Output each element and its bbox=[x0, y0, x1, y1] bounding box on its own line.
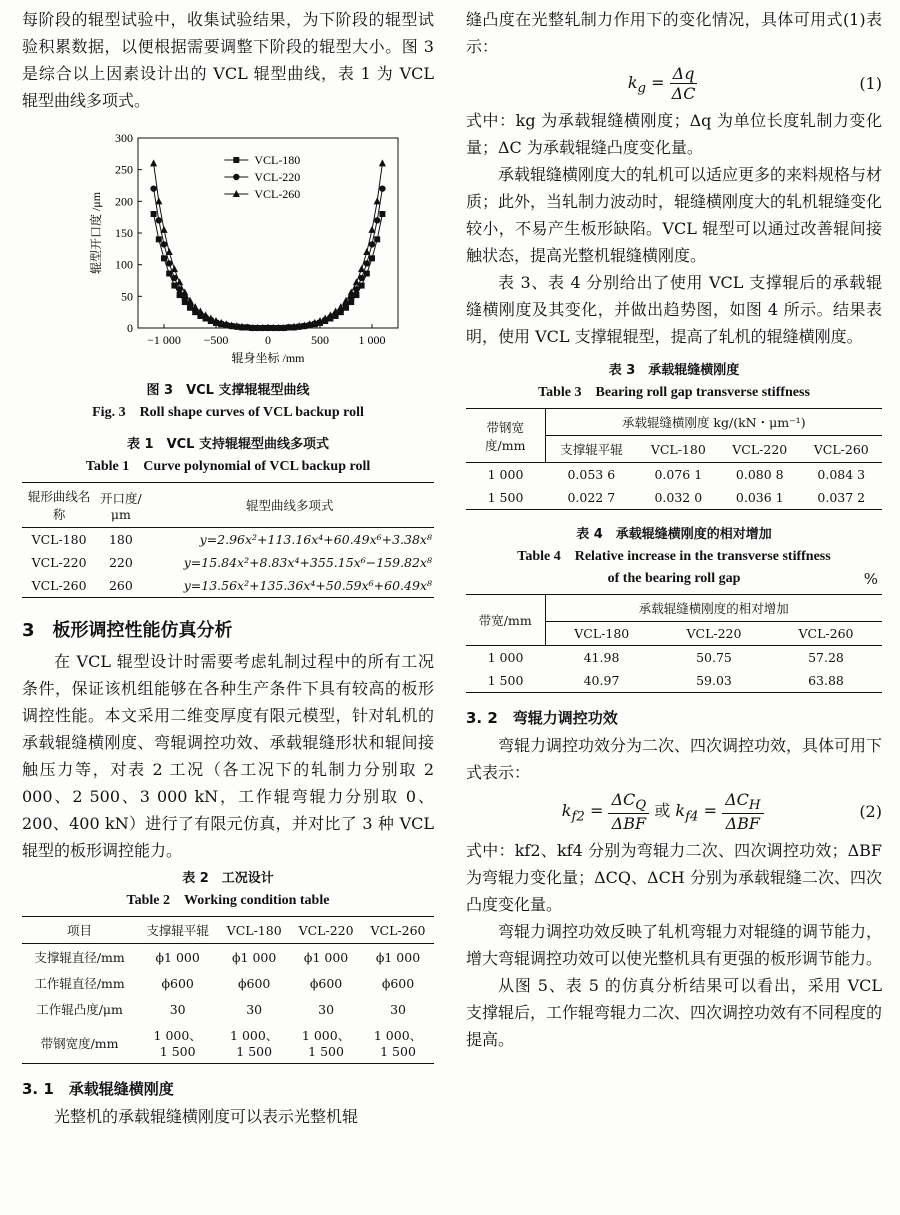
table-cell: 41.98 bbox=[583, 650, 620, 665]
x-tick-label: 0 bbox=[265, 333, 271, 347]
data-point bbox=[161, 241, 167, 247]
section-3-paragraph: 在 VCL 辊型设计时需要考虑轧制过程中的所有工况条件，保证该机组能够在各种生产条件下具有较高的板形调控性能。本文采用二维变厚度有限元模型，针对轧机的承载辊缝横刚度、弯辊调控功效、承载辊缝形状和辊间接触压力等，对表 2 工况（各工况下的轧制力分别取 2 000、2 500、3 000 kN，工作辊弯辊力分别取 0、200、400 kN）进行了有限元仿真，并对比了 3 种 VCL 辊型的板形调控能力。 bbox=[22, 652, 434, 860]
table-cell: 30 bbox=[318, 1001, 335, 1017]
table4-unit: % bbox=[863, 570, 878, 588]
data-point bbox=[156, 217, 162, 223]
left-column bbox=[22, 6, 434, 1130]
y-tick-label: 150 bbox=[115, 226, 133, 240]
table4-caption-cn: 表 4 承载辊缝横刚度的相对增加 bbox=[576, 527, 772, 542]
subsection-3-1-title: 3. 1 承载辊缝横刚度 bbox=[22, 1080, 174, 1098]
table-cell: y=13.56x²+135.36x⁴+50.59x⁶+60.49x⁸ bbox=[146, 574, 434, 598]
equation-1-number: (1) bbox=[859, 74, 882, 93]
data-point bbox=[150, 159, 157, 166]
table-cell: 50.75 bbox=[696, 650, 732, 665]
x-axis-label: 辊身坐标 /mm bbox=[231, 351, 305, 365]
table-row bbox=[466, 463, 882, 487]
data-point bbox=[166, 248, 173, 255]
table-cell: 1 500 bbox=[466, 486, 545, 510]
legend-label: VCL-220 bbox=[254, 170, 301, 184]
table1-header: 辊型曲线多项式 bbox=[146, 483, 434, 528]
data-point bbox=[171, 265, 178, 272]
data-point bbox=[379, 159, 386, 166]
table-cell: 1 500 bbox=[466, 669, 545, 693]
table2-header: VCL-220 bbox=[290, 917, 362, 944]
table-2-block bbox=[22, 868, 434, 1064]
x-tick-label: 1 000 bbox=[358, 333, 386, 347]
y-tick-label: 300 bbox=[115, 131, 133, 145]
para-2: 承载辊缝横刚度大的轧机可以适应更多的来料规格与材质；此外，当轧制力波动时，辊缝横刚度大的轧机辊缝变化较小，不易产生板形缺陷。VCL 辊型可以通过改善辊间接触状态，提高光整机辊缝横刚度。 bbox=[466, 165, 883, 265]
fig3-caption-en: Fig. 3 Roll shape curves of VCL backup roll bbox=[92, 405, 364, 420]
table3-col: VCL-220 bbox=[719, 436, 800, 463]
table-cell: ϕ1 000 bbox=[375, 949, 421, 965]
intro-paragraph: 每阶段的辊型试验中，收集试验结果，为下阶段的辊型试验积累数据，以便根据需要调整下阶段的辊型大小。图 3 是综合以上因素设计出的 VCL 辊型曲线，表 1 为 VCL 辊型曲线多项式。 bbox=[22, 10, 434, 110]
equation-1-body: $k_g$ = $\frac{\Delta q}{\Delta C}$ bbox=[627, 64, 696, 103]
para-5: 弯辊力调控功效反映了轧机弯辊力对辊缝的调节能力，增大弯辊调控功效可以使光整机具有更强的板形调节能力。 bbox=[466, 922, 883, 969]
y-tick-label: 200 bbox=[115, 194, 133, 209]
table-3 bbox=[466, 408, 882, 510]
table3-col: VCL-260 bbox=[801, 436, 882, 463]
table-cell: 1 000、 1 500 bbox=[218, 1022, 290, 1064]
table3-col: 支撑辊平辊 bbox=[545, 436, 638, 463]
table4-col: VCL-180 bbox=[545, 622, 658, 646]
y-tick-label: 50 bbox=[121, 289, 133, 304]
table4-caption-en-2: of the bearing roll gap bbox=[607, 571, 741, 586]
table4-rowhead: 带宽/mm bbox=[466, 595, 545, 646]
table1-header: 开口度/μm bbox=[96, 483, 145, 528]
equation-2 bbox=[466, 790, 882, 833]
table-row bbox=[22, 970, 434, 996]
table-cell: 工作辊凸度/μm bbox=[36, 1002, 123, 1017]
table-row bbox=[466, 646, 882, 670]
table-row bbox=[22, 944, 434, 971]
table-cell: ϕ600 bbox=[309, 975, 343, 991]
y-tick-label: 0 bbox=[127, 321, 133, 335]
table-cell: 带钢宽度/mm bbox=[22, 1022, 137, 1064]
data-point bbox=[363, 248, 370, 255]
table-cell: 57.28 bbox=[808, 650, 844, 665]
data-point bbox=[156, 236, 162, 242]
table-4 bbox=[466, 594, 882, 693]
table-cell: y=15.84x²+8.83x⁴+355.15x⁶−159.82x⁸ bbox=[183, 555, 432, 570]
table2-header: 项目 bbox=[22, 917, 137, 944]
table-cell: 0.076 1 bbox=[654, 467, 703, 482]
table-cell: VCL-220 bbox=[31, 555, 87, 570]
table-cell: 0.053 6 bbox=[567, 467, 616, 482]
table-cell: 30 bbox=[169, 1001, 186, 1017]
data-point bbox=[151, 211, 157, 217]
data-point bbox=[379, 185, 385, 191]
table-cell: 0.080 8 bbox=[735, 467, 784, 482]
figure-3 bbox=[22, 126, 434, 424]
table3-rowhead: 带钢宽度/mm bbox=[466, 409, 545, 463]
table-cell: 1 000、 1 500 bbox=[362, 1022, 434, 1064]
data-point bbox=[374, 197, 381, 204]
table-cell: 支撑辊直径/mm bbox=[34, 950, 125, 965]
data-point bbox=[150, 185, 156, 191]
table2-header: 支撑辊平辊 bbox=[137, 917, 218, 944]
table-row bbox=[22, 528, 434, 552]
table3-col: VCL-180 bbox=[638, 436, 719, 463]
table-row bbox=[466, 486, 882, 510]
table-row bbox=[22, 996, 434, 1022]
table-cell: 63.88 bbox=[770, 669, 882, 693]
eq1-description: 式中：kg 为承载辊缝横刚度；Δq 为单位长度轧制力变化量；ΔC 为承载辊缝凸度变化量。 bbox=[466, 111, 882, 157]
data-point bbox=[155, 197, 162, 204]
para-4: 弯辊力调控功效分为二次、四次调控功效，具体可用下式表示： bbox=[466, 736, 883, 782]
legend-label: VCL-260 bbox=[254, 187, 301, 201]
para-6: 从图 5、表 5 的仿真分析结果可以看出，采用 VCL 支撑辊后，工作辊弯辊力二次、四次调控功效有不同程度的提高。 bbox=[466, 976, 883, 1050]
table1-caption-en: Table 1 Curve polynomial of VCL backup roll bbox=[85, 459, 371, 474]
table-cell: 1 000、 1 500 bbox=[137, 1022, 218, 1064]
table-cell: ϕ1 000 bbox=[232, 949, 277, 965]
y-axis-label: 辊型开口度 /μm bbox=[89, 191, 103, 275]
table-cell: 220 bbox=[108, 555, 133, 570]
table-cell: 0.022 7 bbox=[545, 486, 638, 510]
subsection-3-1-paragraph: 光整机的承载辊缝横刚度可以表示光整机辊 bbox=[54, 1107, 359, 1126]
table-cell: 0.084 3 bbox=[817, 467, 866, 482]
table-cell: 59.03 bbox=[658, 669, 770, 693]
table-cell: 1 000 bbox=[487, 467, 524, 482]
roll-shape-chart bbox=[48, 126, 408, 376]
data-point bbox=[160, 226, 167, 233]
para-3: 表 3、表 4 分别给出了使用 VCL 支撑辊后的承载辊缝横刚度及其变化，并做出趋势图，如图 4 所示。结果表明，使用 VCL 支撑辊辊型，提高了轧机的辊缝横刚度。 bbox=[466, 273, 882, 346]
table-cell: VCL-260 bbox=[22, 574, 96, 598]
equation-2-number: (2) bbox=[859, 802, 882, 822]
data-point bbox=[379, 211, 385, 217]
table2-header: VCL-180 bbox=[218, 917, 290, 944]
table-cell: ϕ1 000 bbox=[155, 949, 200, 965]
x-tick-label: 500 bbox=[311, 333, 329, 347]
table-cell: 1 000 bbox=[487, 650, 524, 665]
legend-marker bbox=[233, 157, 239, 163]
table-cell: 工作辊直径/mm bbox=[34, 976, 125, 991]
para-1: 缝凸度在光整轧制力作用下的变化情况，具体可用式(1)表示： bbox=[466, 10, 882, 56]
y-tick-label: 100 bbox=[115, 257, 133, 272]
table-row bbox=[22, 1022, 434, 1064]
table-cell: ϕ1 000 bbox=[303, 949, 349, 965]
table2-caption-en: Table 2 Working condition table bbox=[126, 893, 330, 908]
table1-caption-cn: 表 1 VCL 支持辊辊型曲线多项式 bbox=[127, 437, 329, 452]
table-cell: ϕ600 bbox=[161, 975, 194, 991]
table-cell: ϕ600 bbox=[381, 975, 415, 991]
table-1-block bbox=[22, 434, 434, 598]
table-cell: 260 bbox=[96, 574, 145, 598]
data-point bbox=[374, 236, 380, 242]
table-2 bbox=[22, 916, 434, 1064]
table3-caption-cn: 表 3 承载辊缝横刚度 bbox=[608, 363, 740, 378]
right-column bbox=[466, 6, 882, 1053]
legend-label: VCL-180 bbox=[254, 153, 301, 167]
table-cell: 0.036 1 bbox=[719, 486, 800, 510]
series-line-VCL-180 bbox=[154, 214, 383, 328]
table1-header: 辊形曲线名称 bbox=[22, 483, 96, 528]
x-tick-label: −1 000 bbox=[147, 333, 181, 347]
table4-caption-en-1: Table 4 Relative increase in the transverse stiffness bbox=[517, 549, 831, 564]
table-cell: 180 bbox=[108, 532, 133, 547]
table3-group-header: 承载辊缝横刚度 kg/(kN・μm⁻¹) bbox=[545, 409, 882, 436]
data-point bbox=[364, 260, 370, 266]
equation-1 bbox=[466, 64, 882, 103]
eq2-description: 式中：kf2、kf4 分别为弯辊力二次、四次调控功效；ΔBF 为弯辊力变化量；ΔCQ、ΔCH 分别为承载辊缝二次、四次凸度变化量。 bbox=[466, 841, 882, 915]
subsection-3-2-title: 3. 2 弯辊力调控功效 bbox=[466, 709, 618, 727]
table-cell: 30 bbox=[246, 1001, 263, 1017]
table-cell: ϕ600 bbox=[237, 975, 271, 991]
table-cell: 0.037 2 bbox=[801, 486, 882, 510]
table4-col: VCL-260 bbox=[770, 622, 882, 646]
table-row bbox=[22, 551, 434, 574]
table2-caption-cn: 表 2 工况设计 bbox=[182, 871, 274, 886]
equation-2-or: 或 bbox=[654, 801, 671, 821]
data-point bbox=[166, 260, 172, 266]
table3-caption-en: Table 3 Bearing roll gap transverse stiffness bbox=[538, 385, 810, 400]
table2-header: VCL-260 bbox=[362, 917, 434, 944]
x-tick-label: −500 bbox=[203, 333, 229, 347]
table-cell: 30 bbox=[390, 1001, 406, 1017]
data-point bbox=[369, 241, 375, 247]
table-1 bbox=[22, 482, 434, 598]
table-row bbox=[22, 574, 434, 598]
data-point bbox=[374, 217, 380, 223]
table-cell: 1 000、 1 500 bbox=[290, 1022, 362, 1064]
table-3-block bbox=[466, 360, 882, 510]
table-cell: 40.97 bbox=[545, 669, 658, 693]
data-point bbox=[369, 255, 375, 261]
table-cell: VCL-180 bbox=[31, 532, 87, 547]
section-3-title: 3 板形调控性能仿真分析 bbox=[22, 620, 233, 641]
data-point bbox=[358, 265, 365, 272]
table-cell: 0.032 0 bbox=[638, 486, 719, 510]
table-4-block bbox=[466, 524, 882, 693]
fig3-caption-cn: 图 3 VCL 支撑辊辊型曲线 bbox=[146, 383, 310, 398]
table-cell: y=2.96x²+113.16x⁴+60.49x⁶+3.38x⁸ bbox=[199, 532, 432, 547]
table4-col: VCL-220 bbox=[658, 622, 770, 646]
legend-marker bbox=[233, 174, 239, 180]
data-point bbox=[161, 255, 167, 261]
table4-group-header: 承载辊缝横刚度的相对增加 bbox=[545, 595, 882, 622]
y-tick-label: 250 bbox=[115, 162, 133, 177]
equation-2-body: $k_{f2}$ = $\frac{\Delta C_Q}{\text{ΔBF}}$ 或 $k_{f4}$ = $\frac{\Delta C_H}{\text{ΔBF}}$ bbox=[562, 790, 764, 833]
table-row bbox=[466, 669, 882, 693]
data-point bbox=[368, 226, 375, 233]
